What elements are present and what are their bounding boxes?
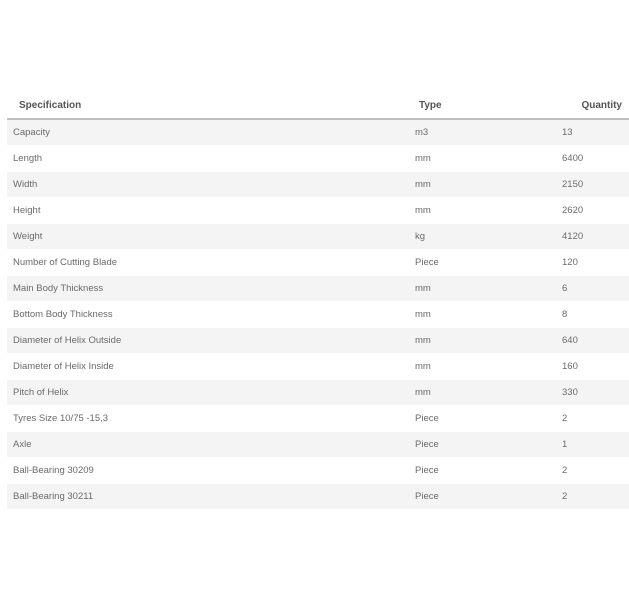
table-row	[7, 354, 629, 380]
table-row	[7, 328, 629, 354]
spec-cell: Diameter of Helix Outside	[7, 328, 409, 354]
table-row	[7, 406, 629, 432]
spec-cell: Number of Cutting Blade	[7, 250, 409, 276]
table-row	[7, 172, 629, 198]
spec-cell: Main Body Thickness	[7, 276, 409, 302]
quantity-cell: 8	[559, 302, 629, 328]
quantity-cell: 2	[559, 406, 629, 432]
type-cell: mm	[409, 328, 559, 354]
type-cell: m3	[409, 119, 559, 146]
spec-cell: Pitch of Helix	[7, 380, 409, 406]
table-row	[7, 146, 629, 172]
table-row	[7, 198, 629, 224]
table-row	[7, 302, 629, 328]
table-row	[7, 458, 629, 484]
type-cell: mm	[409, 380, 559, 406]
type-cell: mm	[409, 198, 559, 224]
spec-cell: Capacity	[7, 119, 409, 146]
header-quantity: Quantity	[559, 93, 629, 119]
spec-cell: Tyres Size 10/75 -15,3	[7, 406, 409, 432]
specification-table	[7, 93, 629, 510]
table-row	[7, 224, 629, 250]
quantity-cell: 2	[559, 458, 629, 484]
table-row	[7, 432, 629, 458]
table-row	[7, 250, 629, 276]
quantity-cell: 4120	[559, 224, 629, 250]
type-cell: mm	[409, 146, 559, 172]
type-cell: mm	[409, 302, 559, 328]
quantity-cell: 1	[559, 432, 629, 458]
spec-cell: Bottom Body Thickness	[7, 302, 409, 328]
header-type: Type	[409, 93, 559, 119]
quantity-cell: 13	[559, 119, 629, 146]
spec-cell: Width	[7, 172, 409, 198]
type-cell: Piece	[409, 406, 559, 432]
type-cell: mm	[409, 354, 559, 380]
type-cell: Piece	[409, 250, 559, 276]
table-header-row	[7, 93, 629, 119]
table-row	[7, 119, 629, 146]
table-row	[7, 380, 629, 406]
type-cell: mm	[409, 172, 559, 198]
table-row	[7, 484, 629, 510]
spec-cell: Ball-Bearing 30211	[7, 484, 409, 510]
type-cell: mm	[409, 276, 559, 302]
quantity-cell: 330	[559, 380, 629, 406]
spec-cell: Axle	[7, 432, 409, 458]
spec-cell: Height	[7, 198, 409, 224]
spec-cell: Length	[7, 146, 409, 172]
type-cell: Piece	[409, 432, 559, 458]
header-specification: Specification	[7, 93, 409, 119]
quantity-cell: 160	[559, 354, 629, 380]
table-body	[7, 119, 629, 510]
quantity-cell: 2620	[559, 198, 629, 224]
table-row	[7, 276, 629, 302]
quantity-cell: 120	[559, 250, 629, 276]
type-cell: kg	[409, 224, 559, 250]
type-cell: Piece	[409, 458, 559, 484]
quantity-cell: 2	[559, 484, 629, 510]
quantity-cell: 2150	[559, 172, 629, 198]
type-cell: Piece	[409, 484, 559, 510]
spec-cell: Diameter of Helix Inside	[7, 354, 409, 380]
quantity-cell: 6400	[559, 146, 629, 172]
quantity-cell: 6	[559, 276, 629, 302]
spec-cell: Ball-Bearing 30209	[7, 458, 409, 484]
quantity-cell: 640	[559, 328, 629, 354]
spec-cell: Weight	[7, 224, 409, 250]
